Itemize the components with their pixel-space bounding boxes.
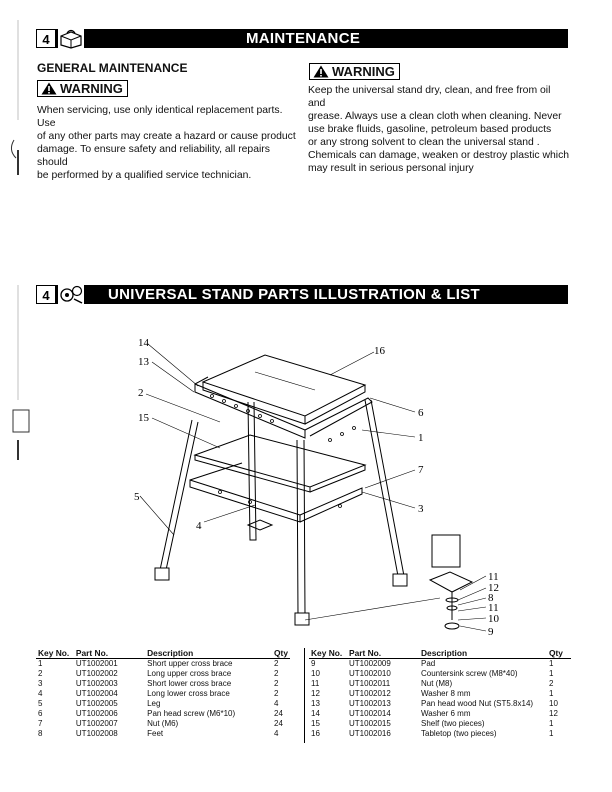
part-no-cell: UT1002010 bbox=[349, 669, 391, 678]
section-number: 4 bbox=[36, 29, 56, 48]
part-no-cell: UT1002013 bbox=[349, 699, 391, 708]
table-row bbox=[36, 729, 290, 739]
part-no-cell: UT1002006 bbox=[75, 709, 118, 718]
parts-rows bbox=[309, 659, 571, 740]
table-row bbox=[309, 699, 571, 709]
text-line: grease. Always use a clean cloth when cleaning. Never bbox=[308, 111, 562, 122]
description-cell: Nut (M8) bbox=[421, 679, 453, 688]
lower-cross-brace bbox=[190, 480, 300, 522]
tabletop bbox=[203, 355, 365, 416]
description-cell: Pan head wood Nut (ST5.8x14) bbox=[421, 699, 534, 708]
part-no-cell: UT1002015 bbox=[349, 719, 391, 728]
callout-label: 16 bbox=[374, 345, 385, 357]
description-cell: Leg bbox=[147, 699, 161, 708]
callout-label: 9 bbox=[488, 626, 494, 638]
part-no-cell: UT1002002 bbox=[75, 669, 118, 678]
warning-text: WARNING bbox=[332, 64, 395, 79]
table-header-row bbox=[36, 648, 290, 659]
header-part-no: Part No. bbox=[74, 648, 145, 659]
key-no-cell: 11 bbox=[311, 679, 320, 688]
part-no-cell: UT1002003 bbox=[75, 679, 118, 688]
description-cell: Washer 6 mm bbox=[421, 709, 471, 718]
qty-cell: 1 bbox=[549, 659, 554, 668]
qty-cell: 4 bbox=[274, 699, 279, 708]
part-no-cell: UT1002001 bbox=[75, 659, 118, 668]
header-qty: Qty bbox=[274, 648, 288, 658]
callout-label: 11 bbox=[488, 602, 499, 614]
table-header-row bbox=[309, 648, 571, 659]
callout-label: 10 bbox=[488, 613, 499, 625]
table-row bbox=[36, 699, 290, 709]
text-line: be performed by a qualified service technician. bbox=[37, 170, 252, 181]
description-cell: Pad bbox=[421, 659, 436, 668]
text-line: use brake fluids, gasoline, petroleum based products bbox=[308, 124, 552, 135]
key-no-cell: 8 bbox=[38, 729, 43, 738]
warning-label-right bbox=[309, 63, 400, 80]
parts-table-left bbox=[36, 648, 290, 739]
part-no-cell: UT1002016 bbox=[349, 729, 391, 738]
leg bbox=[160, 420, 198, 570]
header-description: Description bbox=[419, 648, 547, 659]
warning-triangle-icon bbox=[41, 82, 57, 95]
header-part-no: Part No. bbox=[347, 648, 419, 659]
text-line: or any strong solvent to clean the universal stand . bbox=[308, 137, 540, 148]
key-no-cell: 12 bbox=[311, 689, 320, 698]
callout-label: 8 bbox=[488, 592, 494, 604]
description-cell: Washer 8 mm bbox=[421, 689, 471, 698]
header-description: Description bbox=[145, 648, 272, 659]
part-no-cell: UT1002011 bbox=[349, 679, 391, 688]
key-no-cell: 5 bbox=[38, 699, 43, 708]
universal-stand-exploded-diagram bbox=[100, 330, 520, 642]
qty-cell: 12 bbox=[549, 709, 558, 718]
table-row bbox=[309, 689, 571, 699]
table-row bbox=[36, 659, 290, 670]
qty-cell: 2 bbox=[274, 659, 279, 668]
callout-label: 2 bbox=[138, 387, 144, 399]
table-row bbox=[309, 709, 571, 719]
table-divider bbox=[304, 648, 305, 743]
parts-gears-icon bbox=[58, 283, 84, 305]
leg bbox=[365, 400, 404, 576]
callout-label: 7 bbox=[418, 464, 424, 476]
table-row bbox=[36, 689, 290, 699]
cleaning-warning-text bbox=[308, 84, 570, 175]
qty-cell: 2 bbox=[274, 689, 279, 698]
parts-rows bbox=[36, 659, 290, 740]
callout-label: 15 bbox=[138, 412, 149, 424]
general-maintenance-text bbox=[37, 104, 302, 182]
part-no-cell: UT1002004 bbox=[75, 689, 118, 698]
table-row bbox=[36, 719, 290, 729]
header-key-no: Key No. bbox=[36, 648, 74, 659]
text-line: of any other parts may create a hazard or cause product bbox=[37, 131, 296, 142]
table-row bbox=[309, 719, 571, 729]
qty-cell: 4 bbox=[274, 729, 279, 738]
key-no-cell: 7 bbox=[38, 719, 43, 728]
description-cell: Shelf (two pieces) bbox=[421, 719, 485, 728]
table-row bbox=[309, 679, 571, 689]
warning-text: WARNING bbox=[60, 81, 123, 96]
table-row bbox=[309, 669, 571, 679]
part-no-cell: UT1002007 bbox=[75, 719, 118, 728]
description-cell: Countersink screw (M8*40) bbox=[421, 669, 518, 678]
table-row bbox=[309, 659, 571, 670]
general-maintenance-heading: GENERAL MAINTENANCE bbox=[37, 61, 188, 75]
text-line: Chemicals can damage, weaken or destroy plastic which bbox=[308, 150, 570, 161]
callout-label: 12 bbox=[488, 582, 499, 594]
table-row bbox=[36, 709, 290, 719]
description-cell: Feet bbox=[147, 729, 164, 738]
section-number: 4 bbox=[36, 285, 56, 304]
key-no-cell: 2 bbox=[38, 669, 43, 678]
text-line: Keep the universal stand dry, clean, and free from oil and bbox=[308, 85, 551, 109]
part-no-cell: UT1002012 bbox=[349, 689, 391, 698]
callout-label: 14 bbox=[138, 337, 149, 349]
callout-label: 6 bbox=[418, 407, 424, 419]
parts-header-bar bbox=[36, 285, 568, 304]
table-row bbox=[36, 669, 290, 679]
part-no-cell: UT1002008 bbox=[75, 729, 118, 738]
text-line: may result in serious personal injury bbox=[308, 163, 474, 174]
description-cell: Pan head screw (M6*10) bbox=[147, 709, 236, 718]
qty-cell: 1 bbox=[549, 689, 554, 698]
text-line: When servicing, use only identical replacement parts. Use bbox=[37, 105, 283, 129]
key-no-cell: 13 bbox=[311, 699, 320, 708]
key-no-cell: 9 bbox=[311, 659, 316, 668]
description-cell: Short lower cross brace bbox=[147, 679, 232, 688]
callout-label: 1 bbox=[418, 432, 424, 444]
parts-table-right bbox=[309, 648, 571, 739]
qty-cell: 24 bbox=[274, 719, 283, 728]
part-no-cell: UT1002005 bbox=[75, 699, 118, 708]
callout-label: 5 bbox=[134, 491, 140, 503]
key-no-cell: 16 bbox=[311, 729, 320, 738]
header-qty: Qty bbox=[547, 648, 571, 659]
toolbox-icon bbox=[58, 27, 84, 49]
key-no-cell: 4 bbox=[38, 689, 43, 698]
qty-cell: 2 bbox=[549, 679, 554, 688]
section-title: MAINTENANCE bbox=[246, 30, 361, 47]
table-row bbox=[309, 729, 571, 739]
callout-label: 4 bbox=[196, 520, 202, 532]
warning-label-left bbox=[37, 80, 128, 97]
callout-label: 13 bbox=[138, 356, 149, 368]
callout-label: 11 bbox=[488, 571, 499, 583]
description-cell: Long upper cross brace bbox=[147, 669, 232, 678]
qty-cell: 2 bbox=[274, 679, 279, 688]
qty-cell: 10 bbox=[549, 699, 558, 708]
key-no-cell: 1 bbox=[38, 659, 43, 668]
warning-triangle-icon bbox=[313, 65, 329, 78]
qty-cell: 1 bbox=[549, 719, 554, 728]
qty-cell: 2 bbox=[274, 669, 279, 678]
part-no-cell: UT1002009 bbox=[349, 659, 391, 668]
key-no-cell: 3 bbox=[38, 679, 43, 688]
callout-label: 3 bbox=[418, 503, 424, 515]
maintenance-header-bar bbox=[36, 29, 568, 48]
key-no-cell: 14 bbox=[311, 709, 320, 718]
description-cell: Long lower cross brace bbox=[147, 689, 230, 698]
section-title: UNIVERSAL STAND PARTS ILLUSTRATION & LIST bbox=[108, 286, 481, 303]
text-line: damage. To ensure safety and reliability, all repairs should bbox=[37, 144, 270, 168]
key-no-cell: 15 bbox=[311, 719, 320, 728]
table-row bbox=[36, 679, 290, 689]
description-cell: Tabletop (two pieces) bbox=[421, 729, 497, 738]
part-no-cell: UT1002014 bbox=[349, 709, 391, 718]
shelf bbox=[195, 435, 365, 487]
key-no-cell: 6 bbox=[38, 709, 43, 718]
qty-cell: 24 bbox=[274, 709, 283, 718]
qty-cell: 1 bbox=[549, 669, 554, 678]
header-key-no: Key No. bbox=[309, 648, 347, 659]
key-no-cell: 10 bbox=[311, 669, 320, 678]
qty-cell: 1 bbox=[549, 729, 554, 738]
description-cell: Short upper cross brace bbox=[147, 659, 233, 668]
description-cell: Nut (M6) bbox=[147, 719, 179, 728]
